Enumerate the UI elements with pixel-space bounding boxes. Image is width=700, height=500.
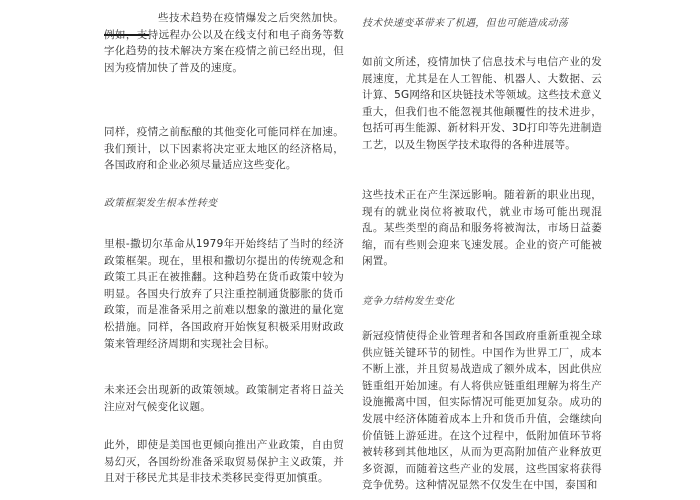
paragraph-text: 未来还会出现新的政策领域。政策制定者将日益关注应对气候变化议题。 [104, 384, 344, 413]
heading-text: 技术快速变革带来了机遇，但也可能造成动荡 [362, 18, 568, 29]
paragraph-2 [104, 124, 344, 174]
section-heading [104, 194, 344, 209]
paragraph-1 [362, 54, 602, 154]
heading-text: 竞争力结构发生变化 [362, 296, 455, 307]
section-heading [362, 14, 602, 29]
paragraph-text: 新冠疫情使得企业管理者和各国政府重新重视全球供应链关键环节的韧性。中国作为世界工厂，成本不断上涨，并且贸易战造成了额外成本，因此供应链重组开始加速。有人将供应链重组理解为将生产设施搬离中国，但实际情况可能更加复杂。成功的发展中经济体随着成本上升和货币升值，会继续向价值链上游延进。在这个过程中，低附加值环节将被转移到其他地区，从而为更高附加值产业释放更多资源，而随着这些产业的发展，这些国家将获得竞争优势。这种情况显然不仅发生在中国，泰国和 [362, 330, 602, 492]
paragraph-1 [104, 10, 344, 76]
paragraph-text: 如前文所述，疫情加快了信息技术与电信产业的发展速度，尤其是在人工智能、机器人、大数据、云计算、5G网络和区块链技术等领域。这些技术意义重大，但我们也不能忽视其他颠覆性的技术进步，包括可再生能源、新材料开发、3D打印等先进制造工艺，以及生物医学技术取得的各种进展等。 [362, 56, 602, 151]
paragraph-text: 些技术趋势在疫情爆发之后突然加快。例如，支持远程办公以及在线支付和电子商务等数字化趋势的技术解决方案在疫情之前已经出现，但因为疫情加快了普及的速度。 [104, 12, 344, 74]
paragraph-text: 此外，即使是美国也更倾向推出产业政策，自由贸易幻灭，各国纷纷准备采取贸易保护主义政策，并且对于移民尤其是非技术类移民变得更加慎重。 [104, 439, 344, 485]
paragraph-4 [104, 382, 344, 415]
paragraph-5 [104, 437, 344, 487]
section-heading [362, 292, 602, 307]
paragraph-text: 这些技术正在产生深远影响。随着新的职业出现，现有的就业岗位将被取代，就业市场可能出现混乱。某些类型的商品和服务将被淘汰，市场日益萎缩，而有些则会迎来飞速发展。企业的资产可能被闲置。 [362, 189, 602, 268]
paragraph-text: 同样，疫情之前酝酿的其他变化可能同样在加速。我们预计，以下因素将决定亚太地区的经济格局，各国政府和企业必须尽量适应这些变化。 [104, 126, 344, 172]
heading-text: 政策框架发生根本性转变 [104, 198, 218, 209]
paragraph-3 [104, 236, 344, 352]
paragraph-text: 里根-撒切尔革命从1979年开始终结了当时的经济政策框架。现在，里根和撒切尔提出的传统观念和政策工具正在被推翻。这种趋势在货币政策中较为明显。各国央行放弃了只注重控制通货膨胀的货币政策，而是准备采用之前难以想象的激进的量化宽松措施。同样，各国政府开始恢复积极采用财政政策来管理经济周期和实现社会目标。 [104, 238, 344, 350]
paragraph-3 [362, 328, 602, 494]
paragraph-2 [362, 187, 602, 270]
